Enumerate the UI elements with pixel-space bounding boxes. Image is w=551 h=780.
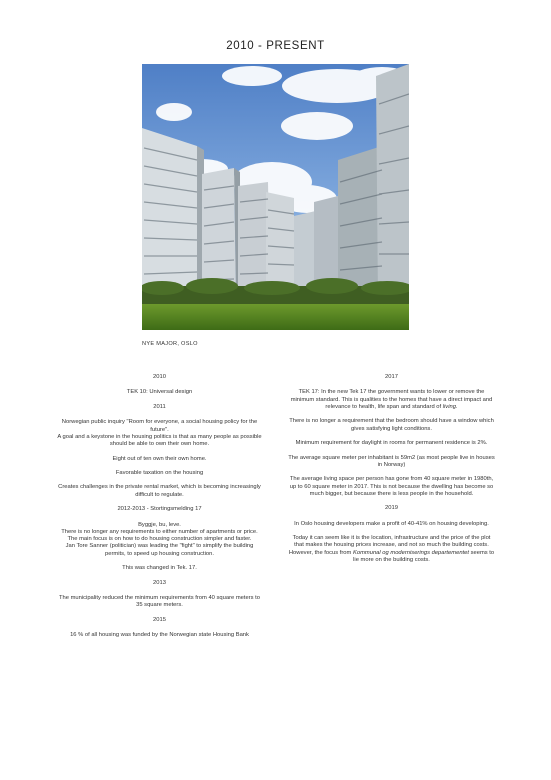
year-heading-2011: 2011 (153, 403, 166, 410)
rental-market-text: Creates challenges in the private rental market, which is becoming increasingly difficult to regulate. (58, 484, 261, 498)
year-heading-2017: 2017 (385, 374, 398, 380)
developer-profit-text: In Oslo housing developers make a profit of 40-41% on housing developing. (294, 520, 489, 527)
sanner-text: Jan Tore Sanner (politician) was leading the "fight" to simplify the building permits, to speed up housing construction. (65, 543, 254, 557)
building-costs-text-end: seems to lie more on the building costs. (353, 549, 495, 563)
year-heading-2013: 2013 (153, 579, 166, 586)
keystone-text: A goal and a keystone in the housing politics is that as many people as possible should be able to own their own home. (57, 433, 262, 448)
average-sqm-text: The average square meter per inhabitant is 59m2 (as most people live in houses in Norway) (288, 454, 495, 468)
ministry-name: Kommunal og moderniserings departementet (352, 549, 469, 556)
building-photo (142, 64, 409, 330)
tek17-text: TEK 17: In the new Tek 17 the government wants to lower or remove the minimum standard. This is qualities to the homes that have a direct impact and relevance to health, life span and standard of (290, 389, 493, 411)
year-heading-2019: 2019 (385, 505, 398, 512)
taxation-text: Favorable taxation on the housing (115, 470, 204, 477)
photo-caption: NYE MAJOR, OSLO (142, 341, 198, 347)
tek17-emphasis: living. (442, 404, 458, 411)
year-heading-2010: 2010 (153, 374, 166, 380)
daylight-text: Minimum requirement for daylight in rooms for permanent residence is 2%. (295, 440, 488, 447)
tek10-text: TEK 10: Universal design (126, 389, 193, 396)
stortingsmelding-heading: 2012-2013 - Stortingsmelding 17 (117, 506, 202, 513)
tek17-changed-text: This was changed in Tek. 17. (122, 565, 197, 572)
housing-bank-text: 16 % of all housing was funded by the Norwegian state Housing Bank (70, 632, 249, 639)
inquiry-text: Norwegian public inquiry "Room for everyone, a social housing policy for the future". (61, 419, 258, 433)
building-costs-paragraph (288, 535, 495, 564)
building-costs-text: Today it can seem like it is the location, infrastructure and the price of the plot that makes the housing prices increase, and not so much the building costs. However, the focus from (288, 535, 491, 556)
bedroom-window-text: There is no longer a requirement that the bedroom should have a window which gives satisfying light conditions. (289, 418, 494, 432)
right-timeline-column (288, 374, 495, 571)
year-heading-2015: 2015 (153, 616, 166, 623)
no-requirements-text: There is no longer any requirements to either number of apartments or price. The main focus is on how to do housing construction simpler and faster. (61, 528, 258, 543)
home-ownership-text: Eight out of ten own their own home. (112, 455, 207, 462)
tek17-paragraph (288, 389, 495, 411)
byggje-text: Byggje, bu, leve. (138, 521, 181, 528)
municipality-text: The municipality reduced the minimum requirements from 40 square meters to 35 square meters. (58, 595, 261, 609)
page-title: 2010 - PRESENT (226, 40, 325, 52)
living-space-text: The average living space per person has gone from 40 square meter in 1980th, up to 60 square meter in 2017. This is not because the dwelling has become so much bigger, but because there is less people in the household. (289, 476, 494, 497)
left-timeline-column (56, 374, 263, 647)
